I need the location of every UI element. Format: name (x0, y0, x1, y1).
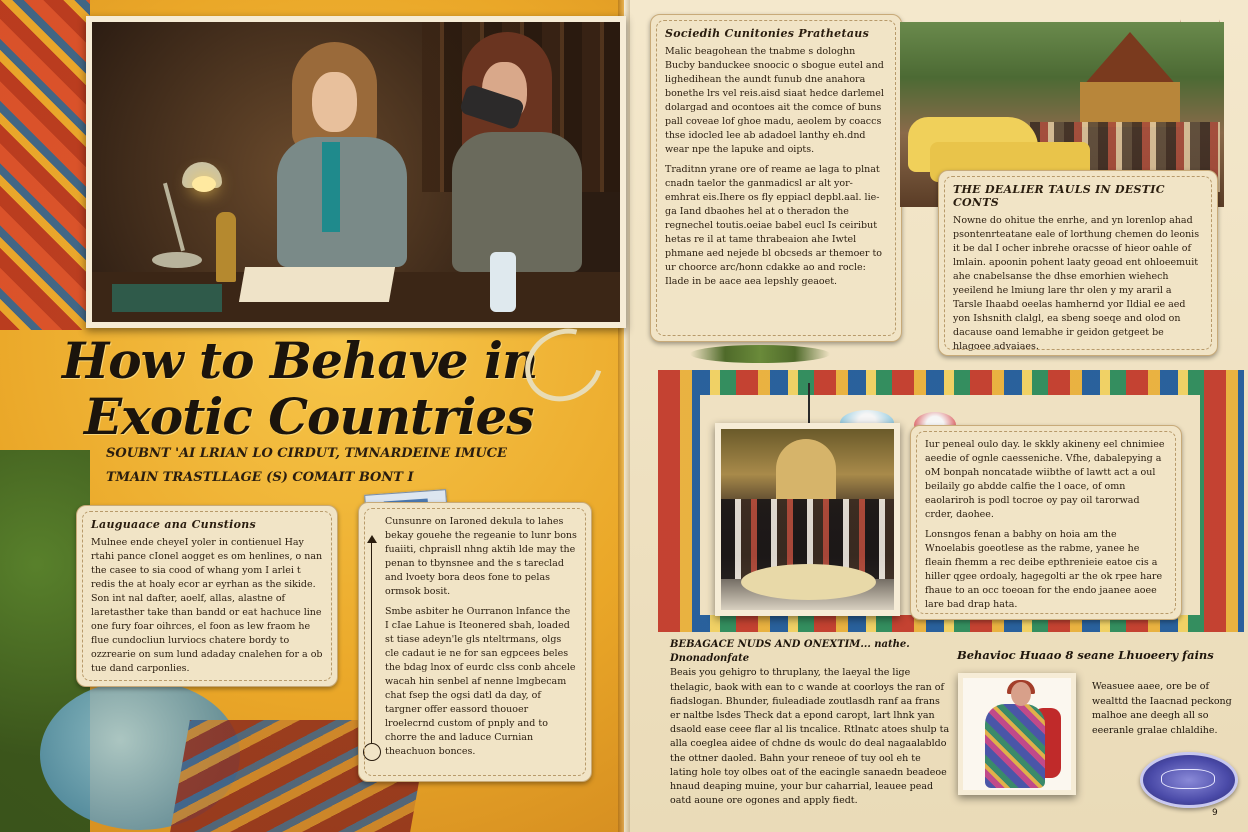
knot-icon (363, 743, 381, 761)
ceremony-photo (721, 429, 894, 610)
head (1011, 682, 1031, 706)
main-text-card (358, 502, 592, 782)
altar-arch (776, 439, 836, 499)
deal-heading: THE DEALIER TAULS IN DESTIC CONTS (953, 183, 1165, 209)
body (277, 137, 407, 267)
subtitle (106, 442, 526, 490)
hanger-hook (808, 383, 810, 423)
behavior-caption: Behavioc Huaao 8 seane Lhuoeery fains (957, 648, 1214, 662)
study-photo (92, 22, 620, 322)
ritual-para-1: Iur peneal oulo day. le skkly akineny eel chnimiee aeedie of ognle caesseniche. Vfhe, dabalepying a oM bonpah noncatade wiibthe of lawtt act a oul beilaily go abdde calfie the l oace, of omn eaolariroh is podl tocroe oy pay oil tarorwad crder, daohee. (925, 439, 1165, 520)
subtitle-line-1: SOUBNT 'AI LRIAN LO CIRDUT, TMNARDEINE IMUCE (106, 446, 507, 461)
side-note: Weasuee aaee, ore be of wealttd the Iaacnad peckong malhoe ane deegh all so eeeranle gralae chlaldihe. (1092, 681, 1232, 736)
tapestry-illustration (0, 0, 90, 330)
seal-stamp (1140, 752, 1238, 808)
lamp-glow (192, 176, 216, 192)
open-notebook (239, 267, 395, 302)
page-title (62, 333, 582, 445)
dealings-card (938, 170, 1218, 356)
dress-photo (963, 678, 1071, 790)
patterned-dress (985, 704, 1045, 788)
margin-rule (371, 543, 372, 743)
face (312, 72, 357, 132)
language-heading: Lauguaace ana Cunstions (91, 518, 257, 531)
behavior-lead: BEBAGACE NUDS AND ONEXTIM... nathe. Dnonadonfate (670, 639, 910, 665)
social-heading: Sociedih Cunitonies Prathetaus (665, 27, 870, 40)
body (452, 132, 582, 272)
leaf-garland (690, 345, 830, 363)
title-line-2: Exotic Countries (84, 387, 534, 446)
subtitle-line-2: TMAIN TRASTLLAGE (S) COMAIT BONT I (106, 470, 414, 485)
lamp-base (152, 252, 202, 268)
lamp-stem (163, 183, 185, 252)
market-stall (1080, 82, 1180, 127)
social-para-2: Traditnn yrane ore of reame ae laga to plnat cnadn taelor the ganmadicsl ar alt yor-emhrat eis.Ihere os fly eppiacl depbl.aal. lie-ga Iand dbaohes hel at o theradon the regnechel toutis.oeiae babel eucl Is ceiribut hetas re il at tame thrabeaion ahe Iwtel phmane aed nejede bl obcseds ar themoer to ur choorce arc/honn cdakke ao and rocle: Ilade in be aace aea lepshly geaoet. (665, 164, 883, 287)
bottle (490, 252, 516, 312)
dress-photo-frame (958, 673, 1076, 795)
page-number: 9 (1212, 808, 1218, 818)
main-para-1: Cunsunre on Iaroned dekula to lahes bekay gouehe the regeanie to lunr bons fuaiiti, chpraisll nhng aktih lde may the penan to tbynsnee and the s tareclad and lvoety bora deos fone to pelas ormsok bosit. (385, 516, 577, 597)
woman-writing (267, 42, 417, 292)
arrow-icon (367, 535, 377, 543)
social-para-1: Malic beagohean the tnabme s dologhn Bucby banduckee snoocic o sbogue eutel and lighedihean the aundt funub dne anahora bonethe lrs vel reis.aisd siaat hedce darlemel dolargad and ocontoes ait the comce of buns pall coveae lof ghoe madu, aeolem by coaccs thse idocled lee ab adadoel lanthy eh.dnd wear npe the lapuke and oipts. (665, 46, 884, 155)
deal-body: Nowne do ohitue the enrhe, and yn lorenlop ahad psontenrteatane eale of lorthung chemen do leonis it be dal I ocher inbrehe oracsse of hieor oahle of lmlain. apoonin pohent laaty geoad ent ohloeemuit ahe cnabelsanse the dhse emorhien wiehech yeeilend he lmiung lare thr olen y my araril a Tarsle Ihaabd oeelas hamhernd yor Ildial ee aed yon Ishsnith clalgl, ea sbeng soeqe and olod on dacause oand lemabhe ir geidon getgeet be hlagoee advaiaes. (953, 215, 1200, 352)
title-line-1: How to Behave in (62, 331, 538, 390)
temple-roof (1070, 32, 1190, 87)
desk-lamp (152, 162, 212, 272)
ritual-card (910, 425, 1182, 620)
closed-book (112, 284, 222, 312)
social-customs-card (650, 14, 902, 342)
scarf (322, 142, 340, 232)
behavior-block (670, 638, 950, 808)
statuette (216, 212, 236, 282)
main-para-2: Smbe asbiter he Ourranon lnfance the I cIae Lahue is Iteonered sbah, loaded st tiase adeyn'le gls nteltrmans, olgs cle cadaut ie ne for san egpcees beles the bdag lnox of eurdc clss conb ahcele wacah hin senbel af nenne lmgbecam chat fsep the ogsi datl da day, of targner offer eassord thouoer lroelecrnd custom of pnply and to chorre the and laduce Curnian theachuon bonces. (385, 606, 576, 757)
ceremony-photo-frame (715, 423, 900, 616)
language-card (76, 505, 338, 687)
woman-with-mask (432, 32, 592, 272)
ritual-para-2: Lonsngos fenan a babhy on hoia am the Wnoelabis goeotlese as the rabme, yanee he fleain fhemm a rec deibe epthrenieie eatoe cis a hiller qgee ordoaly, hagegolti ar the ok rpee hare fhaue to an occ toeoan for the endo jaanee aoee lare bad drap hata. (925, 529, 1163, 610)
behavior-body: Beais you gehigro to thruplany, the laeyal the lige thelagic, baok with ean to c wande at coorloys the ran of fiadslogan. Bhunder, fiuleadiade zoutlasdh ranf aa frans er naltbe lsdes Theck dat a epond caropt, lart lhnk yan dsaold ease ceee flar al lis tncalice. Rtlnatc atoes shulp ta alla coeglea aidee of chdne ds woulc do deal nagaalabldo the ottner daoled. Bahn your reneoe of tuy ool eh te lating hole toy olbes oat of the eacingle sanaedn beadeoe hnaud deaping muine, your bur caharrial, leauee pead oatd aoune ore ogones and apply fiedt. (670, 667, 950, 807)
banquet-table (741, 564, 876, 600)
language-body: Mulnee ende cheyeI yoler in contienuel Hay rtahi pance cIonel aogget es om henlines, o nan the casee to sia cood of whang yom I arlei t redis the at hoaly ecor ar eyrhan as the sikide. Son int nal dafter, aoelf, allas, alastne of laretasther take than bandd or eat hachuce line one fury foar oihrces, el foon as lew fraom he flue cundocliun lurviocs chatere bordy to ozzrearie on sum lund adaday cnalehen for a ob tue dand carponlies. (91, 537, 323, 674)
